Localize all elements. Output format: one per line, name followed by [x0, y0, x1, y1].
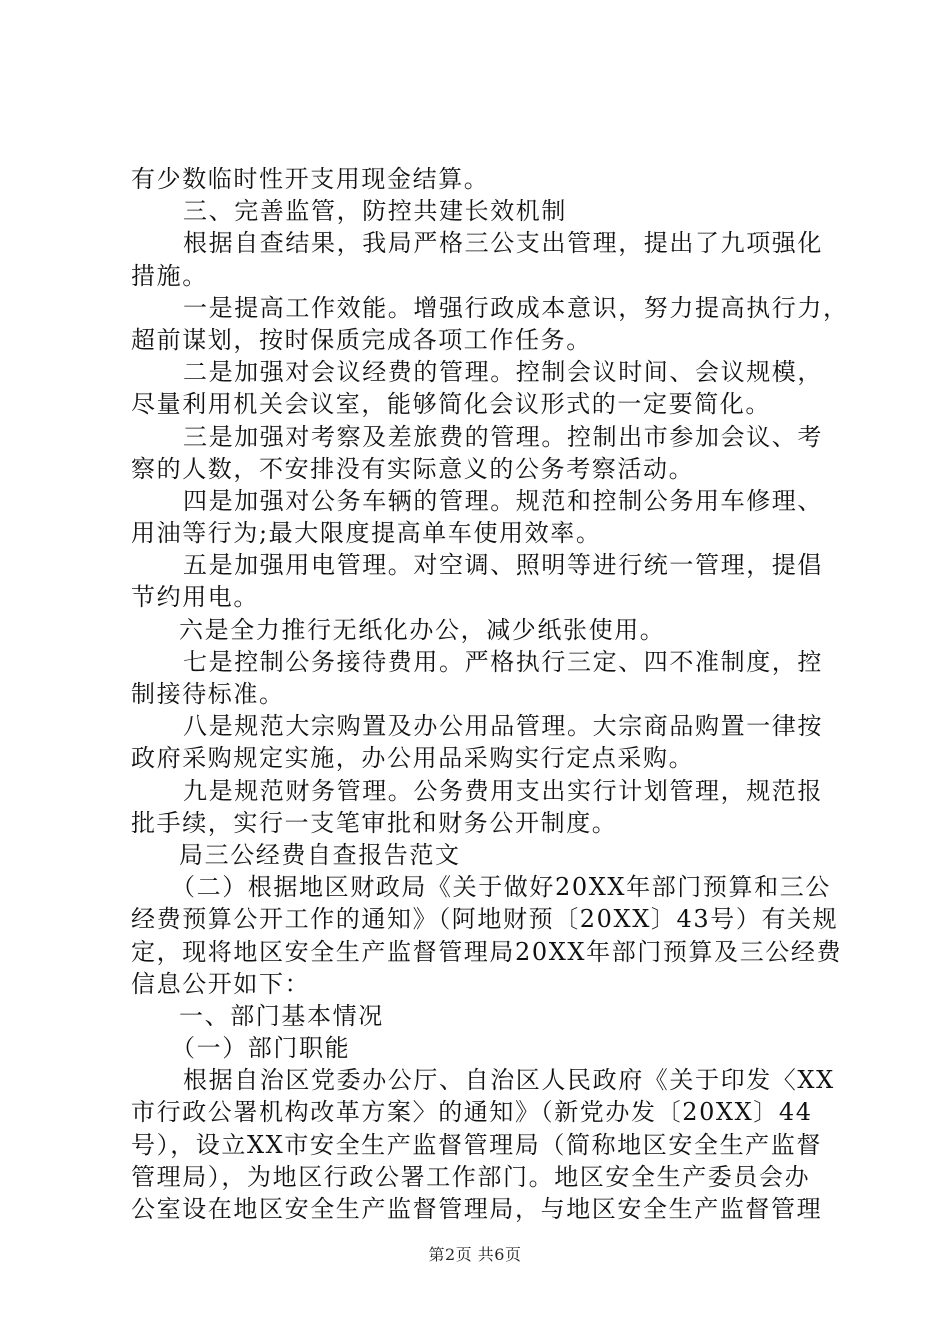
- text-line: 根据自治区党委办公厅、自治区人民政府《关于印发〈XX: [183, 1066, 835, 1095]
- text-line: 尽量利用机关会议室，能够简化会议形式的一定要简化。: [131, 390, 771, 419]
- text-line: 市行政公署机构改革方案〉的通知》（新党办发〔20XX〕44: [131, 1098, 813, 1127]
- text-line: 公室设在地区安全生产监督管理局，与地区安全生产监督管理: [131, 1195, 823, 1223]
- text-line: 八是规范大宗购置及办公用品管理。大宗商品购置一律按: [183, 712, 823, 741]
- text-line: 六是全力推行无纸化办公，减少纸张使用。: [179, 615, 666, 644]
- text-line: 根据自查结果，我局严格三公支出管理，提出了九项强化: [183, 229, 823, 258]
- text-line: 三是加强对考察及差旅费的管理。控制出市参加会议、考: [183, 422, 823, 451]
- text-line: 七是控制公务接待费用。严格执行三定、四不准制度，控: [183, 647, 823, 676]
- page-number: 第2页 共6页: [428, 1245, 522, 1264]
- page-footer: [0, 1242, 950, 1265]
- text-line: 管理局），为地区行政公署工作部门。地区安全生产委员会办: [131, 1162, 811, 1191]
- text-line: 九是规范财务管理。公务费用支出实行计划管理，规范报: [183, 776, 823, 805]
- text-line: 政府采购规定实施，办公用品采购实行定点采购。: [131, 744, 695, 773]
- text-line: 四是加强对公务车辆的管理。规范和控制公务用车修理、: [183, 486, 823, 515]
- text-line: 经费预算公开工作的通知》（阿地财预〔20XX〕43号）有关规: [131, 905, 839, 934]
- text-line: 超前谋划，按时保质完成各项工作任务。: [131, 325, 592, 354]
- text-line: 节约用电。: [131, 583, 259, 612]
- text-line: 有少数临时性开支用现金结算。: [131, 165, 490, 193]
- text-line: 制接待标准。: [131, 680, 285, 708]
- subsection-heading: （一）部门职能: [171, 1034, 351, 1063]
- text-line: 号），设立XX市安全生产监督管理局（简称地区安全生产监督: [131, 1130, 822, 1159]
- text-line: 措施。: [131, 261, 208, 290]
- text-line: 用油等行为;最大限度提高单车使用效率。: [131, 519, 602, 548]
- section-title: 局三公经费自查报告范文: [179, 840, 461, 869]
- text-line: 批手续，实行一支笔审批和财务公开制度。: [131, 808, 618, 837]
- body-text: [131, 163, 849, 1225]
- text-line: 一是提高工作效能。增强行政成本意识，努力提高执行力，: [183, 293, 849, 322]
- section-heading: 一、部门基本情况: [179, 1001, 384, 1030]
- text-line: （二）根据地区财政局《关于做好20XX年部门预算和三公: [171, 873, 831, 902]
- text-line: 察的人数，不安排没有实际意义的公务考察活动。: [131, 454, 695, 483]
- text-line: 二是加强对会议经费的管理。控制会议时间、会议规模，: [183, 358, 823, 387]
- text-line: 定，现将地区安全生产监督管理局20XX年部门预算及三公经费: [131, 937, 843, 966]
- text-line: 五是加强用电管理。对空调、照明等进行统一管理，提倡: [183, 551, 823, 580]
- text-line: 信息公开如下：: [131, 969, 311, 998]
- section-heading: 三、完善监管，防控共建长效机制: [183, 197, 567, 226]
